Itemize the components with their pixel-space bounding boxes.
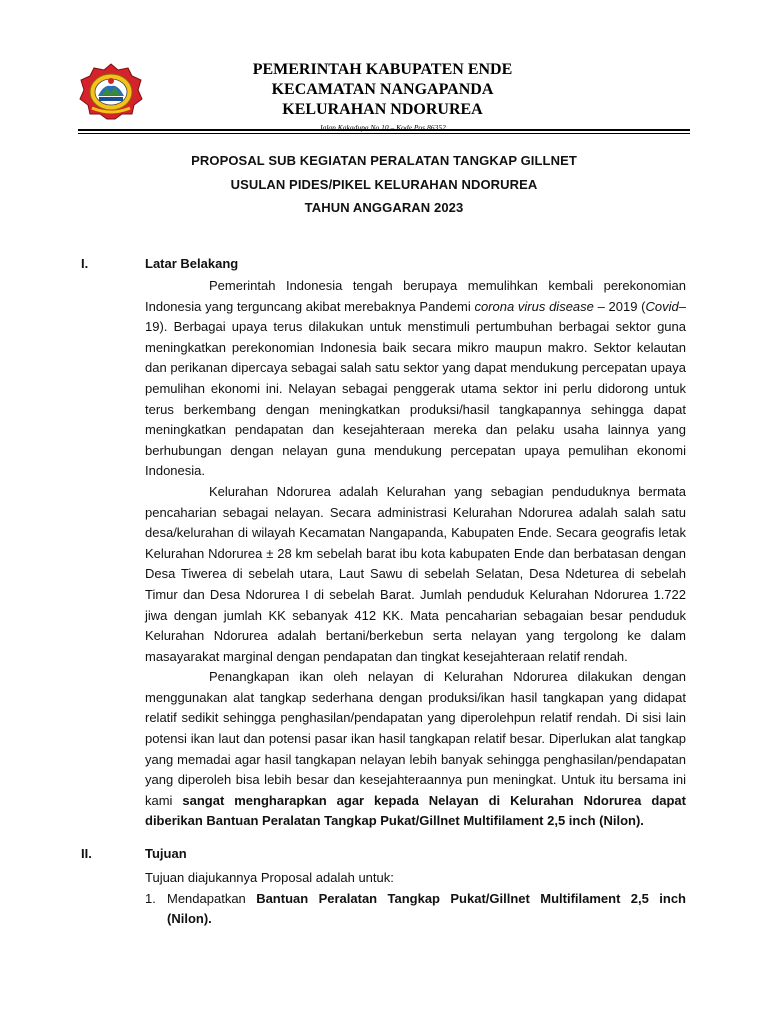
section-number: II.	[81, 846, 92, 862]
section-background-content	[81, 276, 686, 832]
letterhead-line-government: PEMERINTAH KABUPATEN ENDE	[252, 61, 513, 78]
title-line-2: USULAN PIDES/PIKEL KELURAHAN NDORUREA	[230, 176, 538, 192]
section-number: I.	[81, 256, 89, 271]
section-gap	[81, 832, 686, 842]
title-line-3: TAHUN ANGGARAN 2023	[304, 200, 464, 215]
title-line-1: PROPOSAL SUB KEGIATAN PERALATAN TANGKAP GILLNET	[191, 153, 577, 168]
paragraph-3	[145, 667, 686, 832]
document-body	[81, 252, 686, 930]
paragraph-1-text-a: Pemerintah Indonesia tengah berupaya memulihkan kembali perekonomian Indonesia yang terguncang akibat merebaknya Pandemi	[145, 278, 686, 314]
section-heading-purpose	[81, 842, 686, 866]
letterhead-rule-thick	[78, 129, 690, 131]
section-title: Latar Belakang	[145, 256, 239, 271]
regency-emblem-icon	[78, 62, 144, 120]
section-purpose-content	[81, 868, 686, 930]
list-item-text-a: Mendapatkan	[167, 890, 257, 906]
section-title: Tujuan	[145, 846, 187, 862]
paragraph-1-text-c: – 2019 (	[593, 298, 646, 314]
paragraph-3-bold-request: sangat mengharapkan agar kepada Nelayan di Kelurahan Ndorurea dapat diberikan Bantuan Peralatan Tangkap Pukat/Gillnet Multifilament 2,5 inch (Nilon).	[145, 792, 686, 829]
paragraph-2: Kelurahan Ndorurea adalah Kelurahan yang sebagian penduduknya bermata pencaharian sebagai nelayan. Secara administrasi Kelurahan Ndorurea adalah salah satu desa/kelurahan di wilayah Kecamatan Nangapanda, Kabupaten Ende. Secara geografis letak Kelurahan Ndorurea ± 28 km sebelah barat ibu kota kabupaten Ende dan berbatasan dengan Desa Tiwerea di sebelah utara, Laut Sawu di sebelah Selatan, Desa Ndeturea di sebelah Timur dan Desa Ndorurea I di sebelah Barat. Jumlah penduduk Kelurahan Ndorurea 1.722 jiwa dengan jumlah KK sebanyak 412 KK. Mata pencaharian sebagaian besar penduduk Kelurahan Ndorurea adalah bertani/berkebun serta nelayan yang tergolong ke dalam masayarakat marginal dengan pendapatan dan tingkat kesejahteraan relatif rendah.	[145, 483, 686, 664]
letterhead-address: Jalan Kakadupa No 10 – Kode Pos 86352	[319, 123, 446, 132]
letterhead-line-village: KELURAHAN NDORUREA	[282, 101, 483, 118]
letterhead-rule-thin	[78, 133, 690, 134]
paragraph-1-italic-term: corona virus disease	[474, 298, 594, 314]
list-item-bold: Bantuan Peralatan Tangkap Pukat/Gillnet Multifilament 2,5 inch (Nilon).	[167, 890, 686, 927]
section-heading-background	[81, 252, 686, 276]
list-item-number: 1.	[145, 890, 156, 906]
letterhead-line-district: KECAMATAN NANGAPANDA	[271, 81, 494, 98]
paragraph-1	[145, 276, 686, 482]
paragraph-1-text-e: –19). Berbagai upaya terus dilakukan untuk menstimuli pertumbuhan berbagai sektor guna meningkatkan perekonomian Indonesia baik secara mikro maupun makro. Sektor kelautan dan perikanan dipercaya sebagai salah satu sektor yang dapat mendukung percepatan upaya pemulihan ekonomi ini. Nelayan sebagai penggerak utama sektor ini perlu didorong untuk terus berkembang dengan meningkatkan produksi/hasil tangkapannya sehingga dapat meningkatkan pendapatan dan kesejahteraan mereka dan pelaku usaha lainnya yang berhubungan dengan nelayan guna mendukung percepatan upaya pemulihan ekonomi Indonesia.	[145, 298, 686, 479]
list-item	[145, 889, 686, 930]
paragraph-1-italic-covid: Covid	[645, 298, 679, 314]
purpose-intro: Tujuan diajukannya Proposal adalah untuk:	[145, 870, 394, 886]
list-item-text	[167, 889, 686, 930]
paragraph-3-text: Penangkapan ikan oleh nelayan di Kelurahan Ndorurea dilakukan dengan menggunakan alat tangkap sederhana dengan produksi/ikan hasil tangkapan yang didapat relatif sedikit sehingga penghasilan/pendapatan yang diperolehpun relatif rendah. Di sisi lain potensi ikan laut dan potensi pasar ikan hasil tangkapan relatif besar. Diperlukan alat tangkap yang memadai agar hasil tangkapan nelayan lebih banyak sehingga penghasilan/pendapatan yang diperoleh bisa lebih besar dan kesejahteraannya pun meningkat. Untuk itu bersama ini kami	[145, 669, 686, 808]
document-title	[80, 149, 688, 220]
letterhead	[160, 60, 605, 134]
